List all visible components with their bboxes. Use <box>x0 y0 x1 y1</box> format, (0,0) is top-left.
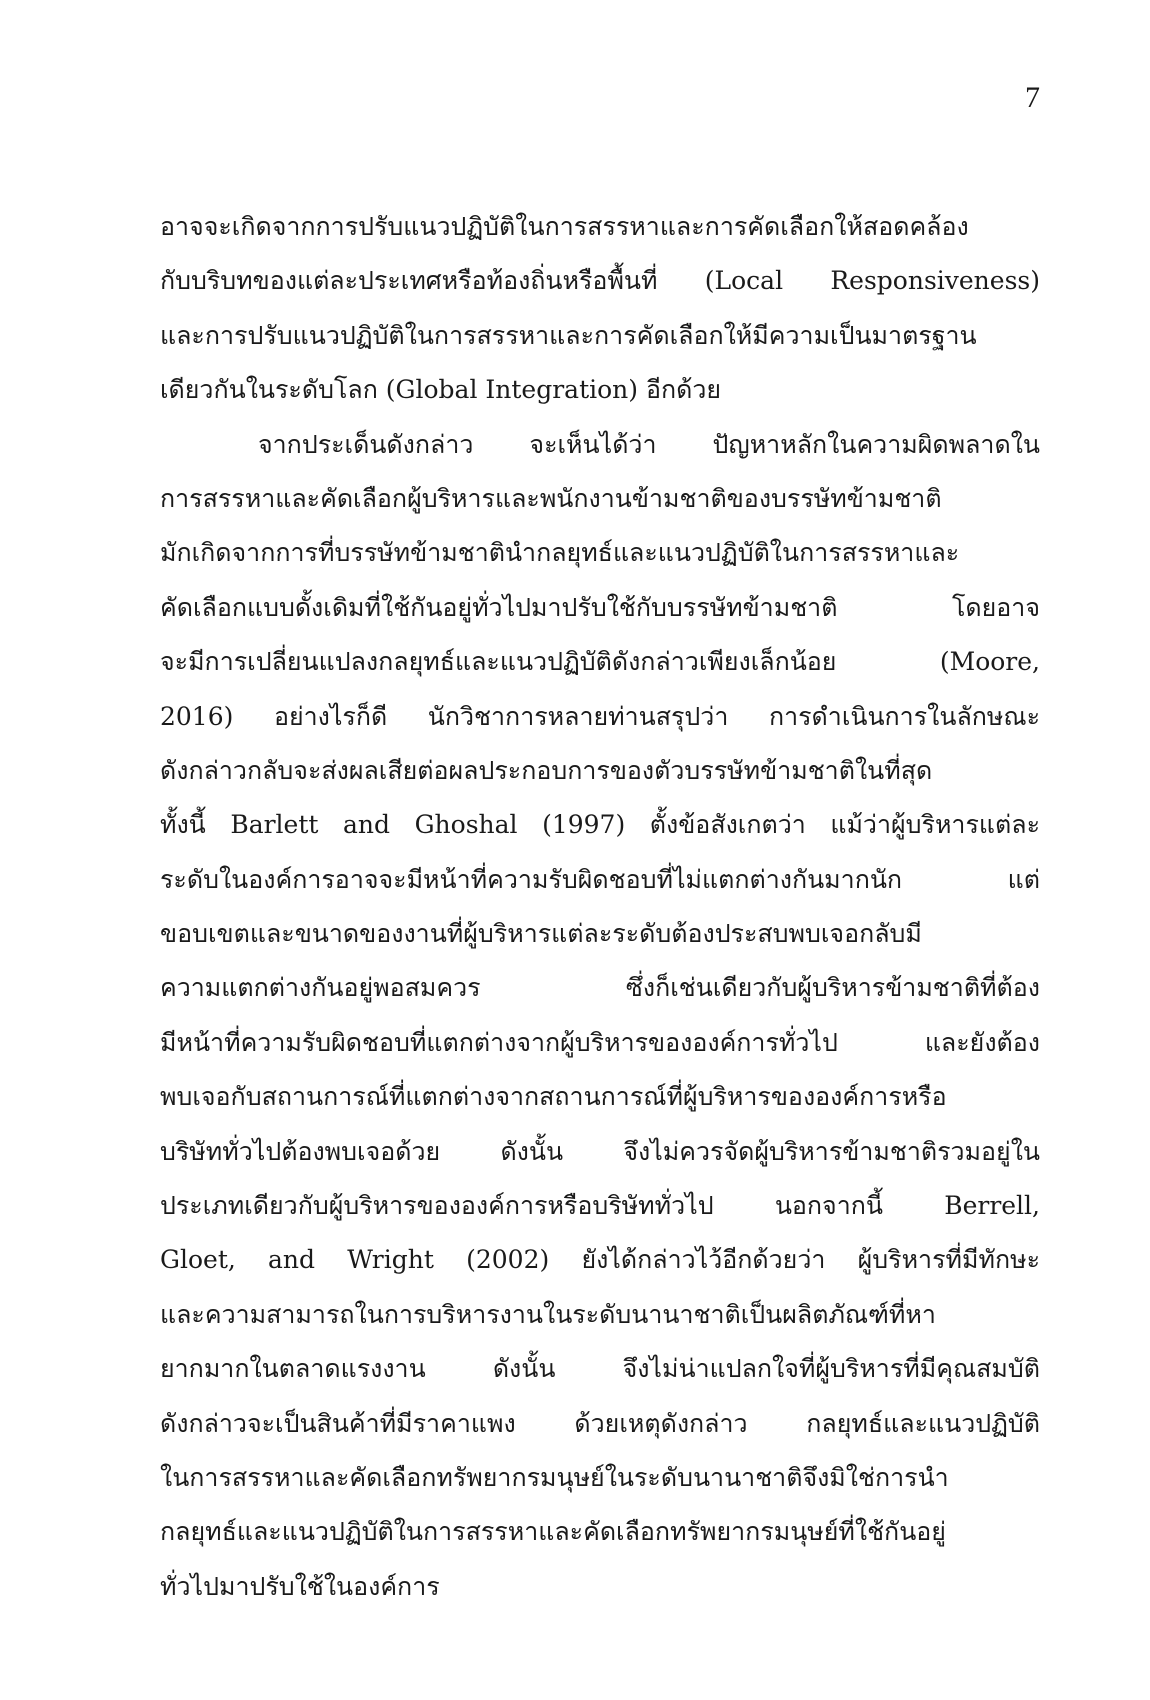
text-line: การสรรหาและคัดเลือกผู้บริหารและพนักงานข้ามชาติของบรรษัทข้ามชาติ <box>160 483 942 513</box>
text-line: ประเภทเดียวกับผู้บริหารขององค์การหรือบริษัททั่วไป นอกจากนี้ Berrell, <box>160 1191 1040 1221</box>
text-line: และความสามารถในการบริหารงานในระดับนานาชาติเป็นผลิตภัณฑ์ที่หา <box>160 1299 936 1329</box>
text-line: ในการสรรหาและคัดเลือกทรัพยากรมนุษย์ในระดับนานาชาติจึงมิใช่การนำ <box>160 1462 949 1492</box>
text-line: ทั่วไปมาปรับใช้ในองค์การ <box>160 1571 440 1601</box>
text-line: จะมีการเปลี่ยนแปลงกลยุทธ์และแนวปฏิบัติดังกล่าวเพียงเล็กน้อย (Moore, <box>160 647 1040 677</box>
text-line: มีหน้าที่ความรับผิดชอบที่แตกต่างจากผู้บริหารขององค์การทั่วไป และยังต้อง <box>160 1027 1040 1057</box>
text-line: ทั้งนี้ Barlett and Ghoshal (1997) ตั้งข้อสังเกตว่า แม้ว่าผู้บริหารแต่ละ <box>160 810 1040 840</box>
text-line: 2016) อย่างไรก็ดี นักวิชาการหลายท่านสรุปว่า การดำเนินการในลักษณะ <box>160 701 1040 731</box>
text-line: มักเกิดจากการที่บรรษัทข้ามชาตินำกลยุทธ์และแนวปฏิบัติในการสรรหาและ <box>160 538 960 568</box>
text-line: ความแตกต่างกันอยู่พอสมควร ซึ่งก็เช่นเดียวกับผู้บริหารข้ามชาติที่ต้อง <box>160 973 1040 1003</box>
paragraph-1 <box>160 200 1040 418</box>
text-line: ดังกล่าวจะเป็นสินค้าที่มีราคาแพง ด้วยเหตุดังกล่าว กลยุทธ์และแนวปฏิบัติ <box>160 1408 1040 1438</box>
text-line: คัดเลือกแบบดั้งเดิมที่ใช้กันอยู่ทั่วไปมาปรับใช้กับบรรษัทข้ามชาติ โดยอาจ <box>160 592 1040 622</box>
text-line: เดียวกันในระดับโลก (Global Integration) อีกด้วย <box>160 375 722 405</box>
text-line: Gloet, and Wright (2002) ยังได้กล่าวไว้อีกด้วยว่า ผู้บริหารที่มีทักษะ <box>160 1245 1040 1275</box>
text-line: บริษัททั่วไปต้องพบเจอด้วย ดังนั้น จึงไม่ควรจัดผู้บริหารข้ามชาติรวมอยู่ใน <box>160 1136 1040 1166</box>
text-line: กลยุทธ์และแนวปฏิบัติในการสรรหาและคัดเลือกทรัพยากรมนุษย์ที่ใช้กันอยู่ <box>160 1517 946 1547</box>
body-text <box>160 200 1040 1614</box>
paragraph-2 <box>160 418 1040 1615</box>
text-line: กับบริบทของแต่ละประเทศหรือท้องถิ่นหรือพื้นที่ (Local Responsiveness) <box>160 266 1040 296</box>
text-line: พบเจอกับสถานการณ์ที่แตกต่างจากสถานการณ์ที่ผู้บริหารขององค์การหรือ <box>160 1082 947 1112</box>
text-line: และการปรับแนวปฏิบัติในการสรรหาและการคัดเลือกให้มีความเป็นมาตรฐาน <box>160 320 977 350</box>
text-line: ขอบเขตและขนาดของงานที่ผู้บริหารแต่ละระดับต้องประสบพบเจอกลับมี <box>160 919 922 949</box>
text-line: ดังกล่าวกลับจะส่งผลเสียต่อผลประกอบการของตัวบรรษัทข้ามชาติในที่สุด <box>160 755 933 785</box>
page-number: 7 <box>1025 81 1040 114</box>
text-line: อาจจะเกิดจากการปรับแนวปฏิบัติในการสรรหาและการคัดเลือกให้สอดคล้อง <box>160 212 969 241</box>
text-line: ยากมากในตลาดแรงงาน ดังนั้น จึงไม่น่าแปลกใจที่ผู้บริหารที่มีคุณสมบัติ <box>160 1354 1040 1384</box>
text-line: จากประเด็นดังกล่าว จะเห็นได้ว่า ปัญหาหลักในความผิดพลาดใน <box>258 429 1040 459</box>
text-line: ระดับในองค์การอาจจะมีหน้าที่ความรับผิดชอบที่ไม่แตกต่างกันมากนัก แต่ <box>160 864 1040 894</box>
